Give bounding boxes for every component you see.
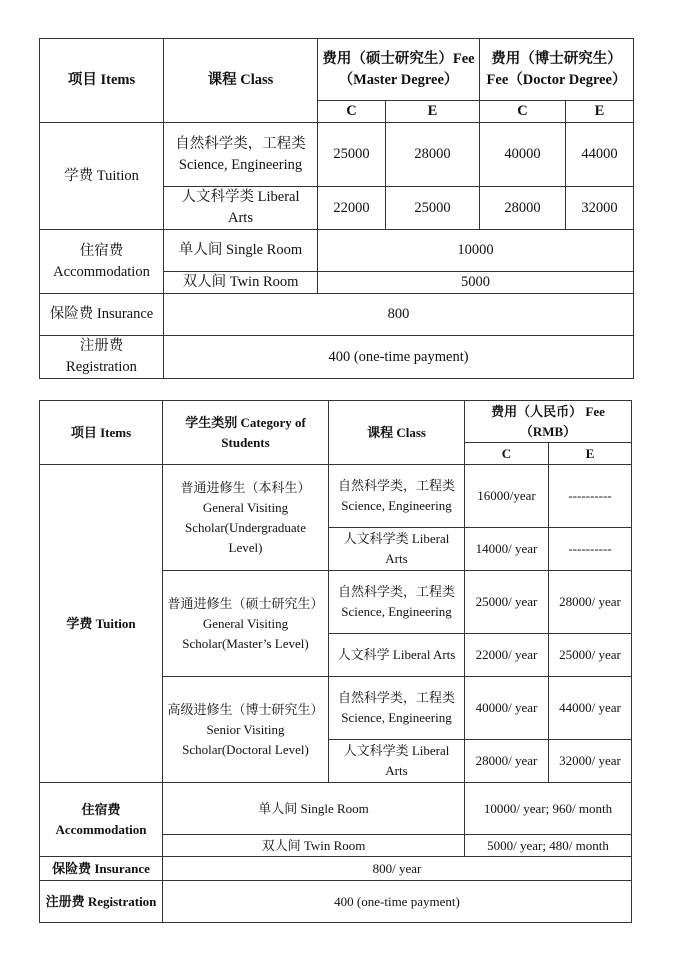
category-doctoral: 高级进修生（博士研究生）Senior Visiting Scholar(Doctoral Level)	[163, 677, 329, 783]
class-science: 自然科学类，工程类 Science, Engineering	[329, 677, 465, 740]
insurance-label: 保险费 Insurance	[40, 294, 164, 336]
insurance-value: 800/ year	[163, 857, 632, 881]
header-e-master: E	[386, 101, 480, 123]
header-fee-doctor: 费用（博士研究生） Fee（Doctor Degree）	[480, 39, 634, 101]
twin-room-label: 双人间 Twin Room	[164, 272, 318, 294]
single-room-label: 单人间 Single Room	[163, 783, 465, 835]
header-class: 课程 Class	[164, 39, 318, 123]
header-c-doctor: C	[480, 101, 566, 123]
fee-cell: 40000	[480, 123, 566, 187]
header-fee-master: 费用（硕士研究生）Fee（Master Degree）	[318, 39, 480, 101]
header-e-doctor: E	[566, 101, 634, 123]
class-science: 自然科学类，工程类 Science, Engineering	[329, 571, 465, 634]
insurance-value: 800	[164, 294, 634, 336]
single-room-value: 10000/ year; 960/ month	[465, 783, 632, 835]
tuition-label: 学费 Tuition	[40, 123, 164, 230]
fee-cell: 32000	[566, 187, 634, 230]
header-e: E	[549, 443, 632, 465]
accommodation-label: 住宿费 Accommodation	[40, 783, 163, 857]
registration-label: 注册费 Registration	[40, 336, 164, 379]
fee-cell: 14000/ year	[465, 528, 549, 571]
header-class: 课程 Class	[329, 401, 465, 465]
fee-cell: 32000/ year	[549, 740, 632, 783]
accommodation-label: 住宿费 Accommodation	[40, 230, 164, 294]
category-undergraduate: 普通进修生（本科生）General Visiting Scholar(Undergraduate Level)	[163, 465, 329, 571]
tuition-label: 学费 Tuition	[40, 465, 163, 783]
header-items: 项目 Items	[40, 39, 164, 123]
fee-cell: 22000	[318, 187, 386, 230]
registration-value: 400 (one-time payment)	[164, 336, 634, 379]
header-category: 学生类别 Category of Students	[163, 401, 329, 465]
header-items: 项目 Items	[40, 401, 163, 465]
fee-cell: 22000/ year	[465, 634, 549, 677]
category-master: 普通进修生（硕士研究生）General Visiting Scholar(Master’s Level)	[163, 571, 329, 677]
single-room-label: 单人间 Single Room	[164, 230, 318, 272]
insurance-label: 保险费 Insurance	[40, 857, 163, 881]
class-science: 自然科学类，工程类 Science, Engineering	[164, 123, 318, 187]
twin-room-value: 5000/ year; 480/ month	[465, 835, 632, 857]
fee-cell: 40000/ year	[465, 677, 549, 740]
class-liberal-arts: 人文科学类 Liberal Arts	[164, 187, 318, 230]
tuition-table-visiting-scholar	[39, 400, 632, 923]
registration-label: 注册费 Registration	[40, 881, 163, 923]
single-room-value: 10000	[318, 230, 634, 272]
fee-cell: 16000/year	[465, 465, 549, 528]
class-liberal-arts: 人文科学 Liberal Arts	[329, 634, 465, 677]
fee-cell: 28000/ year	[465, 740, 549, 783]
fee-cell: 28000	[480, 187, 566, 230]
fee-cell: 44000/ year	[549, 677, 632, 740]
fee-cell: 28000/ year	[549, 571, 632, 634]
fee-cell: 25000	[318, 123, 386, 187]
fee-cell: 28000	[386, 123, 480, 187]
class-liberal-arts: 人文科学类 Liberal Arts	[329, 740, 465, 783]
fee-cell: ----------	[549, 465, 632, 528]
class-science: 自然科学类，工程类 Science, Engineering	[329, 465, 465, 528]
twin-room-label: 双人间 Twin Room	[163, 835, 465, 857]
tuition-table-degree	[39, 38, 634, 379]
header-c-master: C	[318, 101, 386, 123]
header-fee-rmb: 费用（人民币） Fee （RMB）	[465, 401, 632, 443]
registration-value: 400 (one-time payment)	[163, 881, 632, 923]
fee-cell: 25000/ year	[465, 571, 549, 634]
header-c: C	[465, 443, 549, 465]
fee-cell: 25000/ year	[549, 634, 632, 677]
twin-room-value: 5000	[318, 272, 634, 294]
fee-cell: 44000	[566, 123, 634, 187]
fee-cell: 25000	[386, 187, 480, 230]
fee-cell: ----------	[549, 528, 632, 571]
class-liberal-arts: 人文科学类 Liberal Arts	[329, 528, 465, 571]
